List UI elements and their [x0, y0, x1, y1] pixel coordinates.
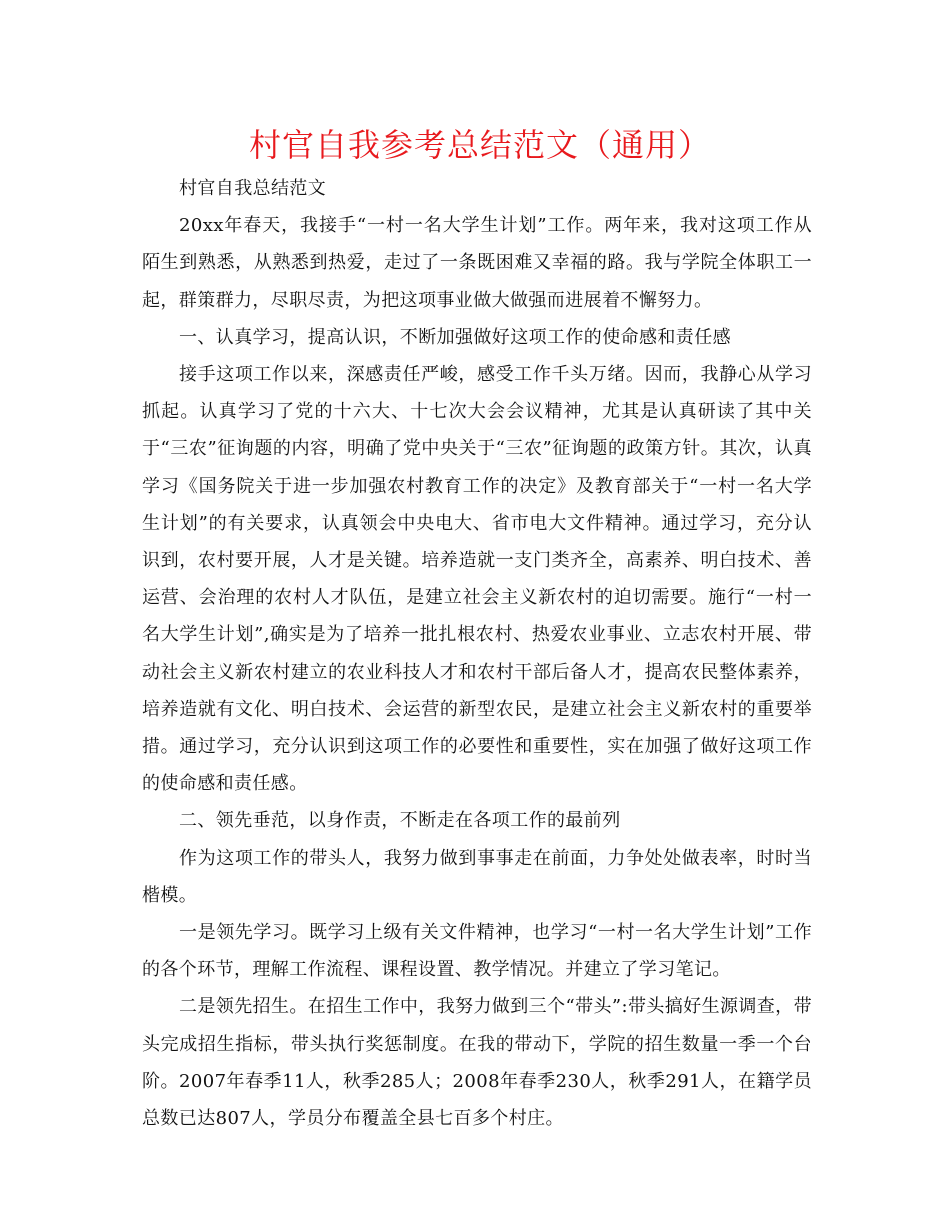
intro-paragraph: 20xx年春天，我接手“一村一名大学生计划”工作。两年来，我对这项工作从陌生到熟悉，从熟悉到热爱，走过了一条既困难又幸福的路。我与学院全体职工一起，群策群力，尽职尽责，为把这项事业做大做强而进展着不懈努力。 — [142, 215, 812, 311]
doc-subtitle: 村官自我总结范文 — [179, 178, 327, 199]
section-2-intro-paragraph: 作为这项工作的带头人，我努力做到事事走在前面，力争处处做表率，时时当楷模。 — [142, 847, 812, 906]
section-heading-2: 二、领先垂范，以身作责，不断走在各项工作的最前列 — [179, 810, 621, 832]
section-1-paragraph: 接手这项工作以来，深感责任严峻，感受工作千头万绪。因而，我静心从学习抓起。认真学习了党的十六大、十七次大会会议精神，尤其是认真研读了其中关于“三农”征询题的内容，明确了党中央关于“三农”征询题的政策方针。其次，认真学习《国务院关于进一步加强农村教育工作的决定》及教育部关于“一村一名大学生计划”的有关要求，认真领会中央电大、省市电大文件精神。通过学习，充分认识到，农村要开展，人才是关键。培养造就一支门类齐全，高素养、明白技术、善运营、会治理的农村人才队伍，是建立社会主义新农村的迫切需要。施行“一村一名大学生计划”,确实是为了培养一批扎根农村、热爱农业事业、立志农村开展、带动社会主义新农村建立的农业科技人才和农村干部后备人才，提高农民整体素养，培养造就有文化、明白技术、会运营的新型农民，是建立社会主义新农村的重要举措。通过学习，充分认识到这项工作的必要性和重要性，实在加强了做好这项工作的使命感和责任感。 — [142, 364, 812, 795]
point-2-paragraph: 二是领先招生。在招生工作中，我努力做到三个“带头”:带头搞好生源调查，带头完成招生指标，带头执行奖惩制度。在我的带动下，学院的招生数量一季一个台阶。2007年春季11人，秋季285人；2008年春季230人，秋季291人，在籍学员总数已达807人，学员分布覆盖全县七百多个村庄。 — [142, 996, 812, 1130]
document-title: 村官自我参考总结范文（通用） — [248, 126, 711, 164]
point-1-paragraph: 一是领先学习。既学习上级有关文件精神，也学习“一村一名大学生计划”工作的各个环节，理解工作流程、课程设置、教学情况。并建立了学习笔记。 — [142, 922, 812, 981]
section-heading-1: 一、认真学习，提高认识，不断加强做好这项工作的使命感和责任感 — [179, 326, 731, 348]
